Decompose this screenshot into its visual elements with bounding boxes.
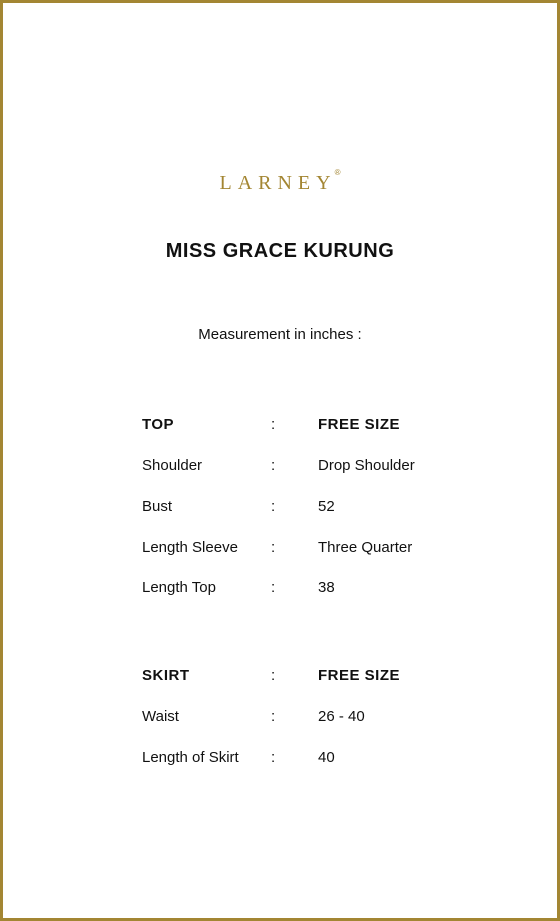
measurement-value: 52 — [318, 498, 335, 515]
brand-name: LARNEY — [219, 172, 337, 194]
measurement-value: 40 — [318, 749, 335, 766]
measurement-value: 38 — [318, 579, 335, 596]
skirt-size: FREE SIZE — [318, 667, 401, 684]
top-heading: TOP — [142, 416, 175, 433]
separator: : — [271, 749, 276, 766]
separator: : — [271, 708, 276, 725]
measurement-value: Three Quarter — [318, 539, 413, 556]
separator: : — [271, 539, 276, 556]
measurement-value: Drop Shoulder — [318, 457, 415, 474]
skirt-heading: SKIRT — [142, 667, 190, 684]
measurement-row-length-sleeve — [0, 539, 560, 561]
measurement-label: Waist — [142, 708, 179, 725]
separator: : — [271, 579, 276, 596]
separator: : — [271, 457, 276, 474]
measurement-row-waist — [0, 708, 560, 730]
measurement-row-bust — [0, 498, 560, 520]
top-section-header — [0, 416, 560, 438]
product-title: MISS GRACE KURUNG — [165, 240, 395, 262]
measurement-label: Length Top — [142, 579, 216, 596]
registered-mark: ® — [334, 168, 341, 177]
measurement-label: Bust — [142, 498, 173, 515]
measurement-row-length-skirt — [0, 749, 560, 771]
measurement-row-shoulder — [0, 457, 560, 479]
measurement-caption: Measurement in inches : — [198, 326, 362, 343]
skirt-section-header — [0, 667, 560, 689]
measurement-row-length-top — [0, 579, 560, 601]
measurement-label: Length of Skirt — [142, 749, 239, 766]
separator: : — [271, 667, 276, 684]
separator: : — [271, 416, 276, 433]
top-size: FREE SIZE — [318, 416, 401, 433]
measurement-label: Shoulder — [142, 457, 203, 474]
brand-logo — [0, 168, 560, 195]
measurement-label: Length Sleeve — [142, 539, 238, 556]
measurement-value: 26 - 40 — [318, 708, 365, 725]
separator: : — [271, 498, 276, 515]
